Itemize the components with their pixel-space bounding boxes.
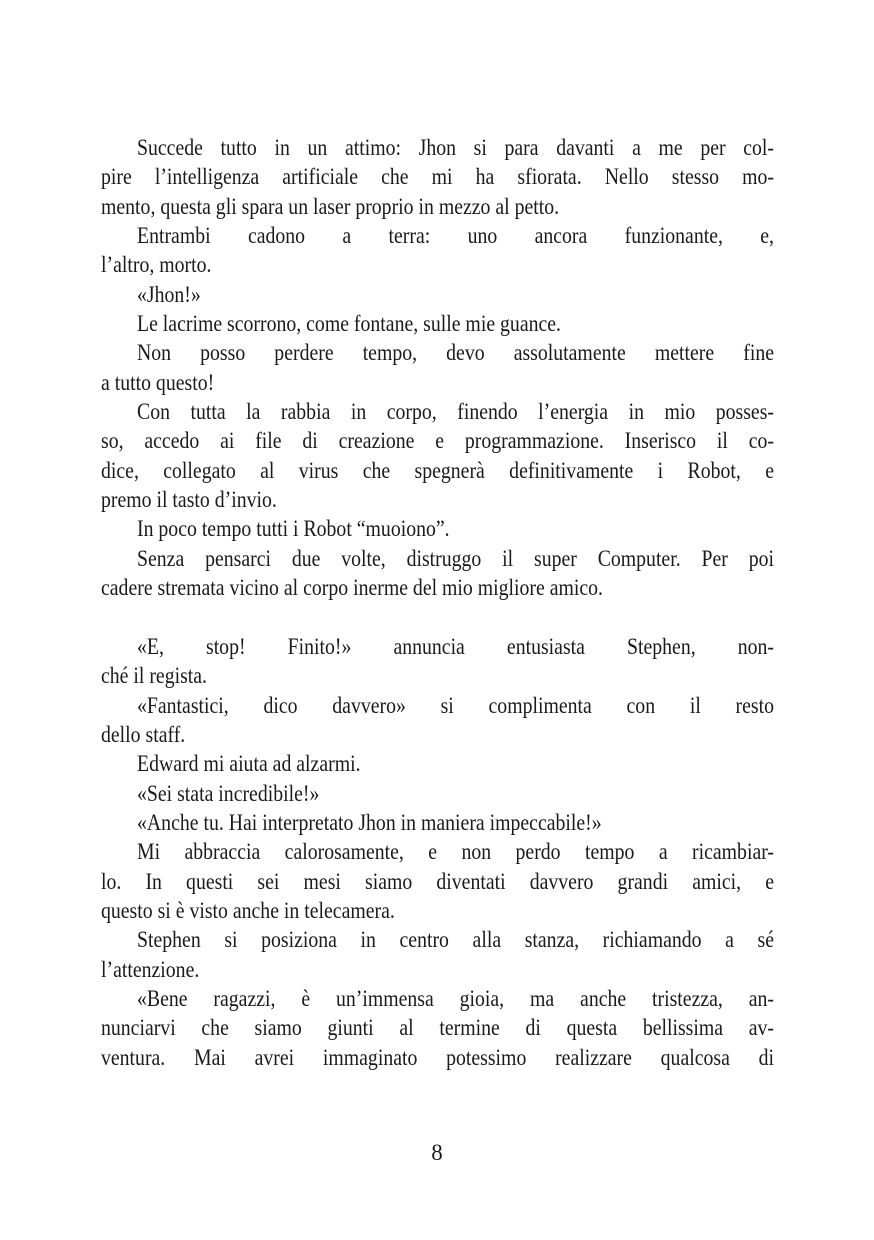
line-text: nunciarvi che siamo giunti al termine di questa bellissima av- <box>101 1015 775 1041</box>
text-line <box>101 632 774 661</box>
text-line <box>101 749 774 778</box>
text-line <box>101 779 774 808</box>
text-line <box>101 808 774 837</box>
text-line <box>101 1043 774 1072</box>
text-line <box>101 221 774 250</box>
text-line <box>101 925 774 954</box>
line-text: mento, questa gli spara un laser proprio in mezzo al petto. <box>101 193 560 219</box>
line-text: Edward mi aiuta ad alzarmi. <box>137 751 361 777</box>
text-line <box>101 192 774 221</box>
line-text: dello staff. <box>101 721 186 747</box>
body-text <box>101 133 774 1072</box>
text-line <box>101 485 774 514</box>
line-text: ventura. Mai avrei immaginato potessimo realizzare qualcosa di <box>101 1044 775 1070</box>
text-line <box>101 397 774 426</box>
text-line <box>101 368 774 397</box>
text-line <box>101 867 774 896</box>
line-text: In poco tempo tutti i Robot “muoiono”. <box>137 516 450 542</box>
line-text: Senza pensarci due volte, distruggo il super Computer. Per poi <box>137 545 775 571</box>
line-text: Succede tutto in un attimo: Jhon si para davanti a me per col- <box>137 135 775 160</box>
line-text: Entrambi cadono a terra: uno ancora funzionante, e, <box>137 223 774 249</box>
text-line <box>101 309 774 338</box>
text-line <box>101 661 774 690</box>
line-text: Con tutta la rabbia in corpo, finendo l’energia in mio posses- <box>137 399 775 425</box>
text-line <box>101 720 774 749</box>
line-text: «E, stop! Finito!» annuncia entusiasta Stephen, non- <box>137 633 774 659</box>
line-text: lo. In questi sei mesi siamo diventati davvero grandi amici, e <box>101 868 775 894</box>
line-text: Mi abbraccia calorosamente, e non perdo tempo a ricambiar- <box>137 839 775 865</box>
line-text: dice, collegato al virus che spegnerà definitivamente i Robot, e <box>101 457 774 483</box>
text-line <box>101 456 774 485</box>
line-text: pire l’intelligenza artificiale che mi ha sfiorata. Nello stesso mo- <box>101 164 775 190</box>
line-text: ché il regista. <box>101 663 208 689</box>
text-line <box>101 426 774 455</box>
line-text: so, accedo ai file di creazione e programmazione. Inserisco il co- <box>101 428 774 454</box>
text-line <box>101 573 774 602</box>
blank-line <box>101 603 774 632</box>
line-text: questo si è visto anche in telecamera. <box>101 897 395 923</box>
text-line <box>101 544 774 573</box>
line-text: Stephen si posiziona in centro alla stanza, richiamando a sé <box>137 927 775 953</box>
text-line <box>101 1013 774 1042</box>
text-line <box>101 250 774 279</box>
text-line <box>101 837 774 866</box>
text-line <box>101 133 774 162</box>
text-line <box>101 162 774 191</box>
line-text: cadere stremata vicino al corpo inerme del mio migliore amico. <box>101 575 603 601</box>
line-text: Non posso perdere tempo, devo assolutamente mettere fine <box>137 340 774 366</box>
line-text: «Anche tu. Hai interpretato Jhon in maniera impeccabile!» <box>137 809 602 835</box>
line-text: l’altro, morto. <box>101 252 212 278</box>
line-text: «Jhon!» <box>137 281 201 307</box>
line-text: a tutto questo! <box>101 369 215 395</box>
line-text: Le lacrime scorrono, come fontane, sulle mie guance. <box>137 311 562 337</box>
line-text: «Bene ragazzi, è un’immensa gioia, ma anche tristezza, an- <box>137 985 775 1011</box>
text-line <box>101 338 774 367</box>
text-line <box>101 280 774 309</box>
page-number: 8 <box>431 1140 443 1165</box>
text-line <box>101 514 774 543</box>
line-text: premo il tasto d’invio. <box>101 487 277 513</box>
line-text: «Sei stata incredibile!» <box>137 780 320 806</box>
text-line <box>101 955 774 984</box>
text-line <box>101 984 774 1013</box>
text-line <box>101 896 774 925</box>
text-line <box>101 691 774 720</box>
line-text: «Fantastici, dico davvero» si complimenta con il resto <box>137 692 775 718</box>
line-text: l’attenzione. <box>101 956 200 982</box>
